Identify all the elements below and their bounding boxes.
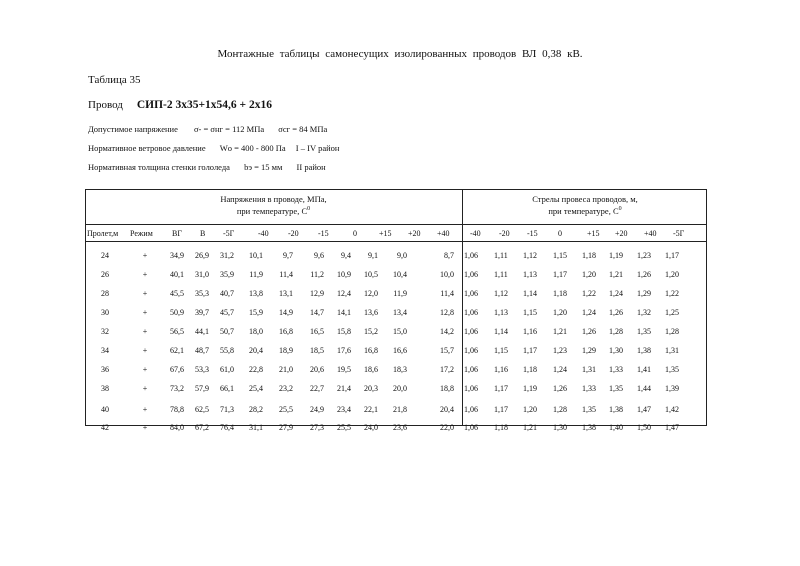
mode-cell: + <box>142 327 148 336</box>
value-cell: 18,9 <box>279 346 293 355</box>
value-cell: 1,20 <box>665 270 679 279</box>
column-header: -5Г <box>673 229 685 238</box>
value-cell: 13,8 <box>249 289 263 298</box>
value-cell: 71,3 <box>220 405 234 414</box>
value-cell: 26,9 <box>195 251 209 260</box>
value-cell: 1,21 <box>609 270 623 279</box>
value-cell: 1,19 <box>523 384 537 393</box>
value-cell: 1,14 <box>494 327 508 336</box>
value-cell: 1,06 <box>464 384 478 393</box>
value-cell: 18,5 <box>310 346 324 355</box>
value-cell: 61,0 <box>220 365 234 374</box>
document-title: Монтажные таблицы самонесущих изолированных проводов ВЛ 0,38 кВ. <box>217 48 583 60</box>
value-cell: 18,6 <box>364 365 378 374</box>
mode-cell: + <box>142 405 148 414</box>
span-cell: 40 <box>101 405 109 414</box>
value-cell: 1,39 <box>665 384 679 393</box>
value-cell: 84,0 <box>170 423 184 432</box>
value-cell: 39,7 <box>195 308 209 317</box>
value-cell: 14,1 <box>337 308 351 317</box>
value-cell: 1,50 <box>637 423 651 432</box>
value-cell: 1,35 <box>609 384 623 393</box>
value-cell: 13,6 <box>364 308 378 317</box>
value-cell: 9,4 <box>341 251 351 260</box>
value-cell: 1,06 <box>464 423 478 432</box>
value-cell: 45,7 <box>220 308 234 317</box>
column-header: 0 <box>353 229 357 238</box>
value-cell: 1,24 <box>582 308 596 317</box>
value-cell: 20,3 <box>364 384 378 393</box>
column-header: -40 <box>258 229 269 238</box>
param-label: Нормативная толщина стенки гололеда <box>88 162 230 172</box>
column-header: Режим <box>130 229 153 238</box>
param-allowable-stress <box>88 124 327 134</box>
value-cell: 22,7 <box>310 384 324 393</box>
value-cell: 31,0 <box>195 270 209 279</box>
value-cell: 1,06 <box>464 346 478 355</box>
value-cell: 9,1 <box>368 251 378 260</box>
value-cell: 1,18 <box>582 251 596 260</box>
value-cell: 22,8 <box>249 365 263 374</box>
value-cell: 1,06 <box>464 327 478 336</box>
column-header: -15 <box>527 229 538 238</box>
param-ice-thickness <box>88 162 326 172</box>
value-cell: 18,3 <box>393 365 407 374</box>
param-extra: σсг = 84 МПа <box>278 124 328 134</box>
value-cell: 1,28 <box>553 405 567 414</box>
value-cell: 62,5 <box>195 405 209 414</box>
value-cell: 50,9 <box>170 308 184 317</box>
value-cell: 1,26 <box>637 270 651 279</box>
param-formula: bэ = 15 мм <box>244 162 283 172</box>
value-cell: 19,5 <box>337 365 351 374</box>
value-cell: 1,19 <box>609 251 623 260</box>
column-header: ВГ <box>172 229 182 238</box>
column-header: Пролет,м <box>87 229 119 238</box>
mode-cell: + <box>142 251 148 260</box>
value-cell: 40,1 <box>170 270 184 279</box>
value-cell: 14,9 <box>279 308 293 317</box>
value-cell: 8,7 <box>444 251 454 260</box>
value-cell: 1,22 <box>665 289 679 298</box>
value-cell: 20,0 <box>393 384 407 393</box>
value-cell: 1,38 <box>637 346 651 355</box>
value-cell: 1,18 <box>553 289 567 298</box>
value-cell: 1,23 <box>553 346 567 355</box>
mode-cell: + <box>142 423 148 432</box>
value-cell: 67,2 <box>195 423 209 432</box>
value-cell: 1,33 <box>609 365 623 374</box>
value-cell: 40,7 <box>220 289 234 298</box>
value-cell: 1,12 <box>523 251 537 260</box>
value-cell: 53,3 <box>195 365 209 374</box>
value-cell: 1,17 <box>523 346 537 355</box>
value-cell: 1,28 <box>609 327 623 336</box>
value-cell: 1,26 <box>609 308 623 317</box>
mode-cell: + <box>142 270 148 279</box>
column-header: +40 <box>437 229 450 238</box>
value-cell: 16,6 <box>393 346 407 355</box>
value-cell: 25,5 <box>337 423 351 432</box>
value-cell: 17,2 <box>440 365 454 374</box>
value-cell: 15,0 <box>393 327 407 336</box>
value-cell: 15,2 <box>364 327 378 336</box>
value-cell: 1,15 <box>553 251 567 260</box>
value-cell: 62,1 <box>170 346 184 355</box>
value-cell: 12,4 <box>337 289 351 298</box>
value-cell: 18,8 <box>440 384 454 393</box>
value-cell: 1,17 <box>494 384 508 393</box>
value-cell: 1,47 <box>665 423 679 432</box>
value-cell: 11,4 <box>440 289 454 298</box>
value-cell: 31,2 <box>220 251 234 260</box>
value-cell: 1,28 <box>665 327 679 336</box>
param-formula: σ- = σнг = 112 МПа <box>193 124 265 134</box>
value-cell: 1,31 <box>665 346 679 355</box>
mode-cell: + <box>142 365 148 374</box>
value-cell: 1,06 <box>464 405 478 414</box>
value-cell: 1,38 <box>609 405 623 414</box>
mode-cell: + <box>142 346 148 355</box>
value-cell: 13,4 <box>393 308 407 317</box>
value-cell: 1,11 <box>494 251 508 260</box>
wire-name: СИП-2 3х35+1х54,6 + 2х16 <box>136 99 272 111</box>
value-cell: 1,23 <box>637 251 651 260</box>
value-cell: 35,9 <box>220 270 234 279</box>
group-header-sag: Стрелы провеса проводов, м, при температуре, $С^0$ <box>532 194 638 216</box>
value-cell: 1,35 <box>637 327 651 336</box>
value-cell: 1,29 <box>582 346 596 355</box>
value-cell: 1,11 <box>494 270 508 279</box>
value-cell: 9,6 <box>314 251 324 260</box>
value-cell: 20,4 <box>440 405 454 414</box>
value-cell: 24,9 <box>310 405 324 414</box>
value-cell: 1,06 <box>464 289 478 298</box>
column-header: +15 <box>379 229 392 238</box>
column-header: -20 <box>288 229 299 238</box>
value-cell: 10,0 <box>440 270 454 279</box>
span-cell: 28 <box>101 289 109 298</box>
value-cell: 1,14 <box>523 289 537 298</box>
value-cell: 21,4 <box>337 384 351 393</box>
value-cell: 1,41 <box>637 365 651 374</box>
value-cell: 1,24 <box>609 289 623 298</box>
value-cell: 1,15 <box>523 308 537 317</box>
value-cell: 10,1 <box>249 251 263 260</box>
value-cell: 1,26 <box>582 327 596 336</box>
value-cell: 73,2 <box>170 384 184 393</box>
value-cell: 16,8 <box>279 327 293 336</box>
value-cell: 1,15 <box>494 346 508 355</box>
value-cell: 22,0 <box>440 423 454 432</box>
value-cell: 76,4 <box>220 423 234 432</box>
value-cell: 9,0 <box>397 251 407 260</box>
value-cell: 1,17 <box>665 251 679 260</box>
value-cell: 45,5 <box>170 289 184 298</box>
value-cell: 23,6 <box>393 423 407 432</box>
value-cell: 21,0 <box>279 365 293 374</box>
value-cell: 1,06 <box>464 270 478 279</box>
value-cell: 27,3 <box>310 423 324 432</box>
value-cell: 1,31 <box>582 365 596 374</box>
value-cell: 1,22 <box>582 289 596 298</box>
value-cell: 10,4 <box>393 270 407 279</box>
value-cell: 1,20 <box>523 405 537 414</box>
value-cell: 1,24 <box>553 365 567 374</box>
value-cell: 50,7 <box>220 327 234 336</box>
table-colhead-line <box>85 241 707 242</box>
value-cell: 35,3 <box>195 289 209 298</box>
value-cell: 14,2 <box>440 327 454 336</box>
column-header: +20 <box>408 229 421 238</box>
value-cell: 12,9 <box>310 289 324 298</box>
value-cell: 9,7 <box>283 251 293 260</box>
value-cell: 1,13 <box>523 270 537 279</box>
value-cell: 15,8 <box>337 327 351 336</box>
mode-cell: + <box>142 289 148 298</box>
column-header: +15 <box>587 229 600 238</box>
value-cell: 1,35 <box>582 405 596 414</box>
value-cell: 24,0 <box>364 423 378 432</box>
value-cell: 1,21 <box>523 423 537 432</box>
value-cell: 1,26 <box>553 384 567 393</box>
column-header: -5Г <box>223 229 235 238</box>
value-cell: 1,18 <box>494 423 508 432</box>
value-cell: 1,16 <box>494 365 508 374</box>
table-number: Таблица 35 <box>88 74 141 86</box>
mode-cell: + <box>142 308 148 317</box>
value-cell: 1,20 <box>553 308 567 317</box>
value-cell: 22,1 <box>364 405 378 414</box>
value-cell: 67,6 <box>170 365 184 374</box>
value-cell: 1,44 <box>637 384 651 393</box>
value-cell: 12,8 <box>440 308 454 317</box>
value-cell: 11,4 <box>279 270 293 279</box>
value-cell: 56,5 <box>170 327 184 336</box>
span-cell: 24 <box>101 251 109 260</box>
value-cell: 1,25 <box>665 308 679 317</box>
param-formula: Wо = 400 - 800 Па <box>219 143 286 153</box>
value-cell: 34,9 <box>170 251 184 260</box>
value-cell: 27,9 <box>279 423 293 432</box>
span-cell: 34 <box>101 346 109 355</box>
value-cell: 1,35 <box>665 365 679 374</box>
value-cell: 15,7 <box>440 346 454 355</box>
column-header: +20 <box>615 229 628 238</box>
value-cell: 20,4 <box>249 346 263 355</box>
value-cell: 10,5 <box>364 270 378 279</box>
value-cell: 1,30 <box>609 346 623 355</box>
value-cell: 12,0 <box>364 289 378 298</box>
value-cell: 11,9 <box>393 289 407 298</box>
value-cell: 1,13 <box>494 308 508 317</box>
value-cell: 1,33 <box>582 384 596 393</box>
param-wind-pressure <box>88 143 339 153</box>
column-header: -40 <box>470 229 481 238</box>
value-cell: 15,9 <box>249 308 263 317</box>
value-cell: 11,2 <box>310 270 324 279</box>
value-cell: 57,9 <box>195 384 209 393</box>
span-cell: 36 <box>101 365 109 374</box>
span-cell: 38 <box>101 384 109 393</box>
wire-label: Провод <box>88 99 123 111</box>
value-cell: 14,7 <box>310 308 324 317</box>
value-cell: 1,12 <box>494 289 508 298</box>
value-cell: 23,4 <box>337 405 351 414</box>
span-cell: 32 <box>101 327 109 336</box>
value-cell: 1,17 <box>494 405 508 414</box>
value-cell: 25,4 <box>249 384 263 393</box>
value-cell: 1,32 <box>637 308 651 317</box>
column-header: В <box>200 229 206 238</box>
value-cell: 1,18 <box>523 365 537 374</box>
column-header: 0 <box>558 229 562 238</box>
param-extra: II район <box>296 162 326 172</box>
param-label: Допустимое напряжение <box>88 124 178 134</box>
value-cell: 1,30 <box>553 423 567 432</box>
value-cell: 78,8 <box>170 405 184 414</box>
value-cell: 16,8 <box>364 346 378 355</box>
value-cell: 1,06 <box>464 365 478 374</box>
value-cell: 25,5 <box>279 405 293 414</box>
value-cell: 11,9 <box>249 270 263 279</box>
value-cell: 44,1 <box>195 327 209 336</box>
span-cell: 30 <box>101 308 109 317</box>
value-cell: 20,6 <box>310 365 324 374</box>
value-cell: 1,40 <box>609 423 623 432</box>
mode-cell: + <box>142 384 148 393</box>
group-header-stress: Напряжения в проводе, МПа, при температуре, $С^0$ <box>220 194 327 216</box>
value-cell: 1,21 <box>553 327 567 336</box>
value-cell: 31,1 <box>249 423 263 432</box>
column-header: +40 <box>644 229 657 238</box>
value-cell: 21,8 <box>393 405 407 414</box>
wire-line <box>88 99 272 111</box>
value-cell: 1,06 <box>464 308 478 317</box>
value-cell: 66,1 <box>220 384 234 393</box>
value-cell: 23,2 <box>279 384 293 393</box>
value-cell: 1,17 <box>553 270 567 279</box>
value-cell: 1,20 <box>582 270 596 279</box>
value-cell: 17,6 <box>337 346 351 355</box>
param-label: Нормативное ветровое давление <box>88 143 206 153</box>
value-cell: 1,16 <box>523 327 537 336</box>
column-header: -20 <box>499 229 510 238</box>
value-cell: 10,9 <box>337 270 351 279</box>
value-cell: 48,7 <box>195 346 209 355</box>
table-header-line <box>85 224 707 225</box>
value-cell: 18,0 <box>249 327 263 336</box>
value-cell: 1,06 <box>464 251 478 260</box>
span-cell: 26 <box>101 270 109 279</box>
value-cell: 1,29 <box>637 289 651 298</box>
param-extra: I – IV район <box>295 143 340 153</box>
column-header: -15 <box>318 229 329 238</box>
value-cell: 16,5 <box>310 327 324 336</box>
value-cell: 28,2 <box>249 405 263 414</box>
span-cell: 42 <box>101 423 109 432</box>
value-cell: 1,47 <box>637 405 651 414</box>
value-cell: 1,38 <box>582 423 596 432</box>
value-cell: 13,1 <box>279 289 293 298</box>
value-cell: 1,42 <box>665 405 679 414</box>
value-cell: 55,8 <box>220 346 234 355</box>
